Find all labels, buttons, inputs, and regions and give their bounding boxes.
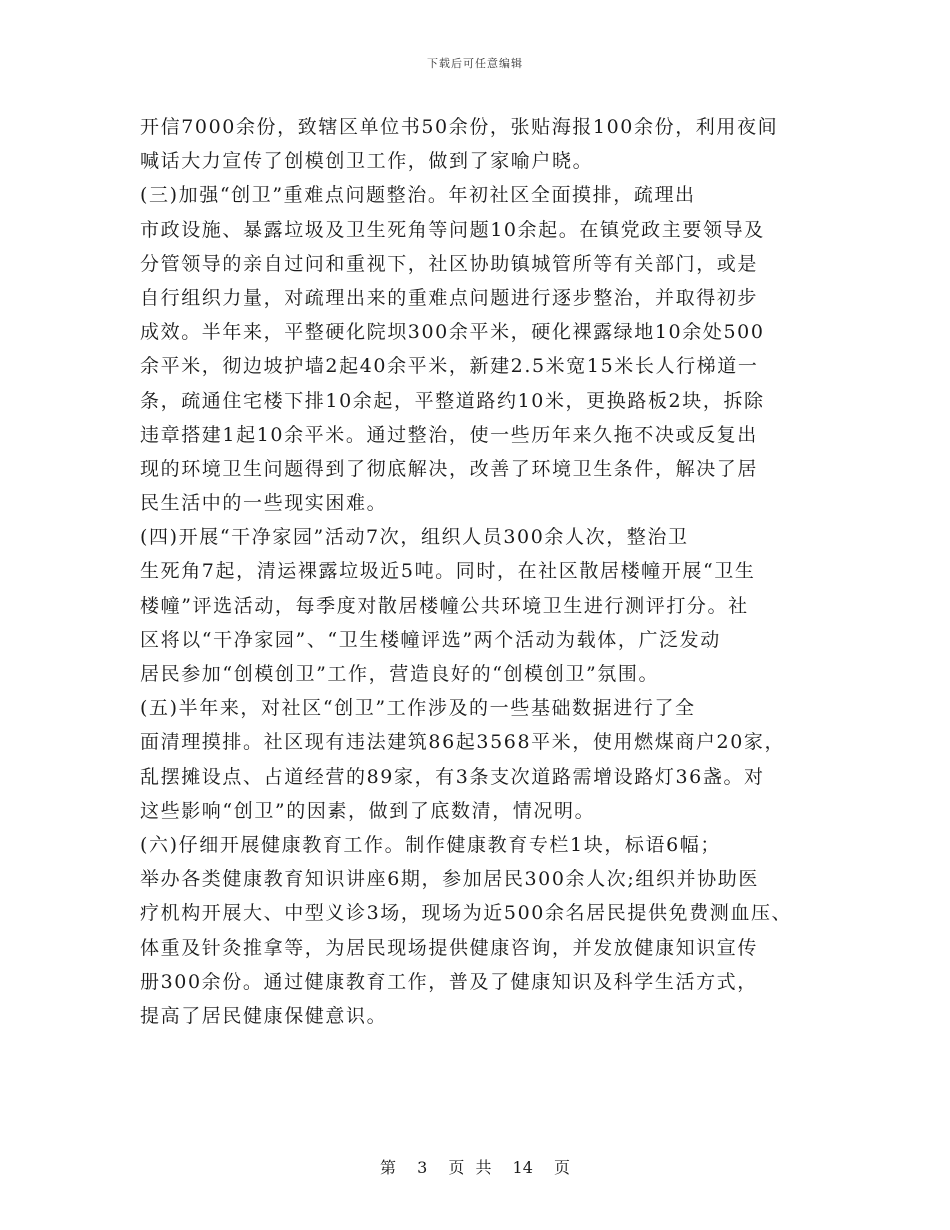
- text-line: 楼幢”评选活动，每季度对散居楼幢公共环境卫生进行测评打分。社: [140, 594, 749, 617]
- text-line: 册300余份。通过健康教育工作，普及了健康知识及科学生活方式，: [140, 970, 758, 993]
- text-line: 民生活中的一些现实困难。: [140, 492, 388, 515]
- current-page-number: 3: [417, 1158, 428, 1177]
- text-line: 乱摆摊设点、占道经营的89家，有3条支次道路需增设路灯36盏。对: [140, 765, 765, 788]
- total-page-count: 14: [512, 1158, 533, 1177]
- paragraph-start-line: (五)半年来，对社区“创卫”工作涉及的一些基础数据进行了全: [140, 697, 696, 720]
- text-line: 开信7000余份，致辖区单位书50余份，张贴海报100余份，利用夜间: [140, 116, 779, 138]
- text-line: 条，疏通住宅楼下排10余起，平整道路约10米，更换路板2块，拆除: [140, 389, 765, 412]
- text-line: 违章搭建1起10余平米。通过整治，使一些历年来久拖不决或反复出: [140, 423, 758, 446]
- paragraph-start-line: (三)加强“创卫”重难点问题整治。年初社区全面摸排，疏理出: [140, 184, 696, 207]
- text-line: 居民参加“创模创卫”工作，营造良好的“创模创卫”氛围。: [140, 663, 660, 685]
- page-footer: [0, 1155, 950, 1178]
- document-body: [140, 110, 830, 1033]
- text-line: 现的环境卫生问题得到了彻底解决，改善了环境卫生条件，解决了居: [140, 457, 759, 480]
- text-line: 体重及针灸推拿等，为居民现场提供健康咨询，并发放健康知识宣传: [140, 936, 759, 959]
- footer-suffix: 页: [554, 1158, 571, 1177]
- text-line: 市政设施、暴露垃圾及卫生死角等问题10余起。在镇党政主要领导及: [140, 218, 765, 241]
- text-line: 面清理摸排。社区现有违法建筑86起3568平米，使用燃煤商户20家，: [140, 731, 786, 754]
- text-line: 区将以“干净家园”、“卫生楼幢评选”两个活动为载体，广泛发动: [140, 628, 721, 651]
- text-line: 分管领导的亲自过问和重视下，社区协助镇城管所等有关部门，或是: [140, 252, 759, 275]
- page-header: 下载后可任意编辑: [427, 57, 523, 70]
- text-line: 举办各类健康教育知识讲座6期，参加居民300余人次;组织并协助医: [140, 868, 759, 891]
- paragraph-start-line: (四)开展“干净家园”活动7次，组织人员300余人次，整治卫: [140, 526, 689, 549]
- text-line: 自行组织力量，对疏理出来的重难点问题进行逐步整治，并取得初步: [140, 286, 759, 309]
- text-line: 提高了居民健康保健意识。: [140, 1004, 388, 1027]
- text-line: 生死角7起，清运裸露垃圾近5吨。同时，在社区散居楼幢开展“卫生: [140, 560, 756, 583]
- text-line: 成效。半年来，平整硬化院坝300余平米，硬化裸露绿地10余处500: [140, 321, 765, 344]
- text-line: 余平米，彻边坡护墙2起40余平米，新建2.5米宽15米长人行梯道一: [140, 355, 759, 378]
- paragraph-start-line: (六)仔细开展健康教育工作。制作健康教育专栏1块，标语6幅；: [140, 833, 722, 856]
- text-line: 这些影响“创卫”的因素，做到了底数清，情况明。: [140, 799, 596, 822]
- text-line: 疗机构开展大、中型义诊3场，现场为近500余名居民提供免费测血压、: [140, 902, 793, 925]
- text-line: 喊话大力宣传了创模创卫工作，做到了家喻户晓。: [140, 150, 594, 173]
- footer-prefix: 第: [379, 1158, 396, 1177]
- footer-middle: 页 共: [448, 1158, 492, 1177]
